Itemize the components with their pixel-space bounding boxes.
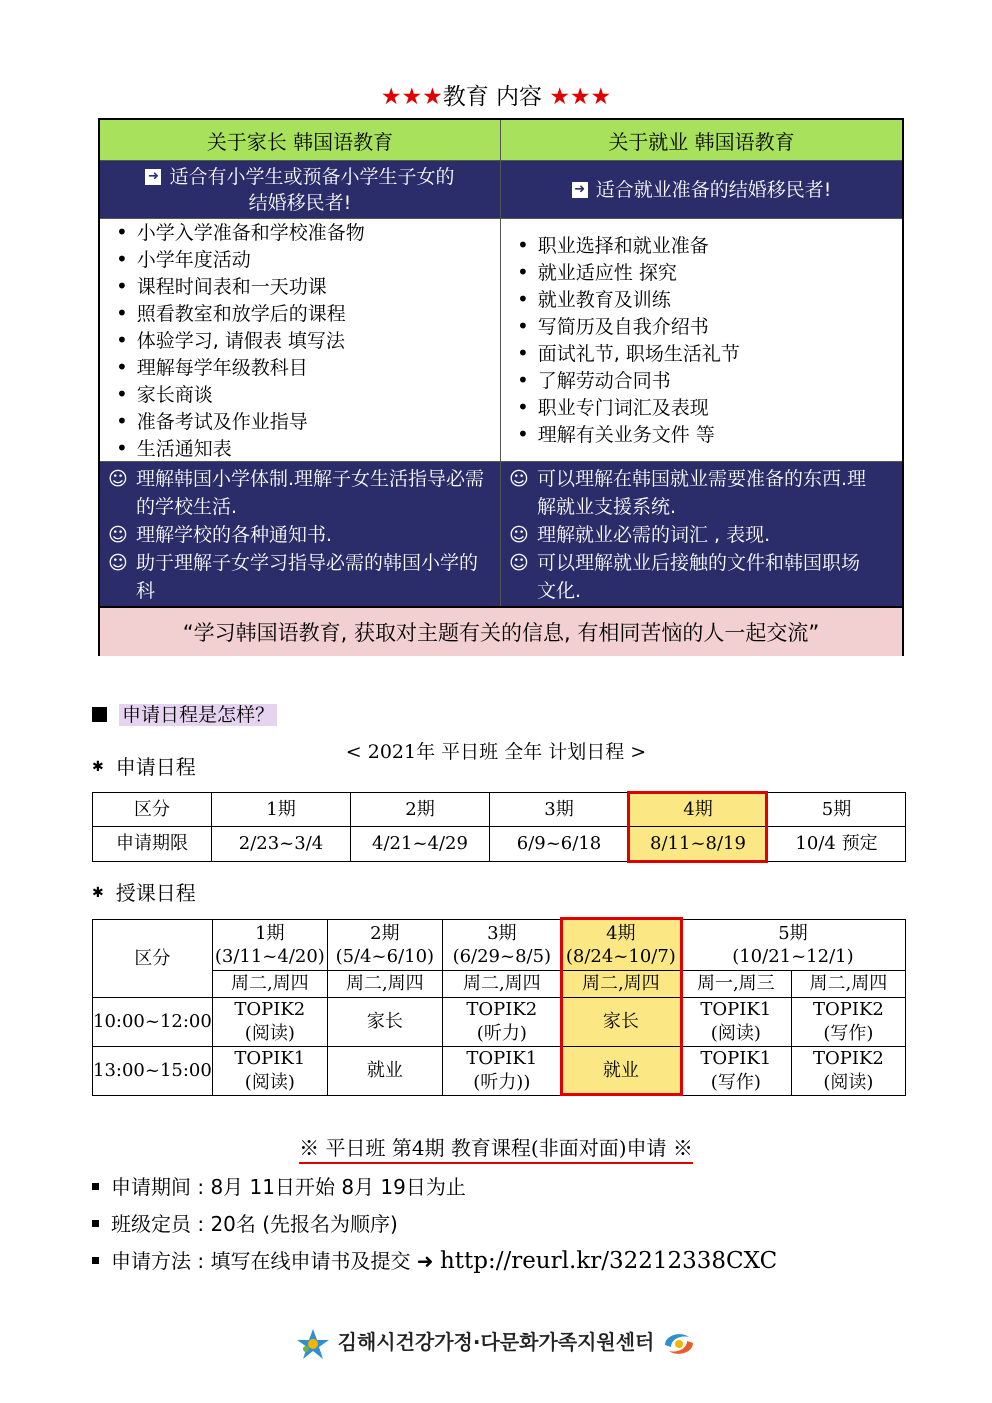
title-stars-left: ★★★: [380, 84, 443, 110]
parent-target-line2: 结婚移民者!: [248, 191, 352, 214]
table-cell: 2期: [351, 793, 490, 827]
table-cell: 周二,周四: [442, 971, 561, 998]
cell-line: TOPIK1: [700, 1048, 772, 1069]
benefit-text: 理解学校的各种通知书.: [136, 524, 333, 546]
table-cell: [442, 1047, 561, 1096]
cell-line: TOPIK2: [466, 999, 538, 1020]
table-cell: 4期: [629, 793, 768, 827]
title-text: 教育 内容: [442, 84, 542, 110]
family-logo-icon: [661, 1329, 697, 1359]
cell-line: (写作): [710, 1072, 761, 1093]
square-bullet-icon: [92, 1257, 99, 1264]
parent-benefits: [100, 462, 500, 607]
table-row: [93, 971, 906, 998]
apply-method-text: 申请方法 : 填写在线申请书及提交 ➜: [111, 1249, 434, 1273]
term-name: 2期: [370, 923, 400, 944]
cell-line: TOPIK1: [466, 1048, 538, 1069]
apply-period-text: 申请期间 : 8月 11日开始 8月 19日为止: [111, 1175, 466, 1199]
parent-education-header: 关于家长 韩国语教育: [100, 120, 500, 161]
cell-line: TOPIK2: [812, 999, 884, 1020]
job-education-column: [501, 120, 902, 654]
table-cell: [680, 998, 791, 1047]
benefit-item: [509, 549, 892, 605]
benefit-text: 助于理解子女学习指导必需的韩国小学的科: [136, 552, 479, 602]
apply-schedule-table: [92, 792, 906, 862]
smiley-icon: ☺: [108, 552, 128, 574]
benefit-text: 理解韩国小学体制.理解子女生活指导必需: [136, 468, 485, 490]
list-item: • 生活通知表: [116, 435, 500, 462]
cell-line: (阅读): [710, 1023, 761, 1044]
term-range: (6/29~8/5): [452, 946, 552, 967]
apply-schedule-label-text: 申请日程: [115, 755, 196, 779]
square-bullet-icon: [92, 1183, 99, 1190]
list-item: • 体验学习, 请假表 填写法: [116, 327, 500, 354]
benefit-text: 理解就业必需的词汇 , 表现.: [537, 524, 771, 546]
term-range: (8/24~10/7): [565, 946, 676, 967]
term-range: (5/4~6/10): [335, 946, 435, 967]
term-name: 1期: [255, 923, 285, 944]
table-cell: [212, 998, 327, 1047]
cell-line: (阅读): [244, 1072, 295, 1093]
benefit-text: 解就业支援系统.: [537, 496, 677, 518]
term-range: (3/11~4/20): [214, 946, 325, 967]
arrow-right-icon: ➜: [572, 182, 588, 198]
list-item: • 小学入学准备和学校准备物: [116, 219, 500, 246]
course-schedule-table: [92, 919, 906, 1096]
job-target-line1: 适合就业准备的结婚移民者!: [595, 178, 832, 201]
table-cell: 8/11~8/19: [629, 827, 768, 862]
table-cell: [561, 920, 680, 971]
cell-line: TOPIK2: [234, 999, 306, 1020]
table-cell: 周二,周四: [791, 971, 905, 998]
class-quota-text: 班级定员 : 20名 (先报名为顺序): [111, 1212, 398, 1236]
job-topics: [501, 219, 902, 462]
table-cell: 5期: [768, 793, 906, 827]
table-cell: [212, 1047, 327, 1096]
term-name: 3期: [487, 923, 517, 944]
table-row: [93, 920, 906, 971]
list-item: • 写简历及自我介绍书: [517, 313, 902, 340]
course-schedule-label-text: 授课日程: [115, 881, 196, 905]
apply-url-link[interactable]: http://reurl.kr/32212338CXC: [439, 1248, 778, 1274]
list-item: • 了解劳动合同书: [517, 367, 902, 394]
table-cell: 就业: [327, 1047, 442, 1096]
asterisk-icon: ✱: [92, 759, 104, 775]
table-cell: 就业: [561, 1047, 680, 1096]
schedule-question-text: 申请日程是怎样？: [119, 704, 277, 726]
table-row: [93, 827, 906, 862]
table-cell: 10/4 预定: [768, 827, 906, 862]
benefit-text: 可以理解在韩国就业需要准备的东西.理: [537, 468, 867, 490]
job-education-header: 关于就业 韩国语教育: [501, 120, 902, 161]
cell-line: TOPIK1: [234, 1048, 306, 1069]
cell-line: TOPIK2: [812, 1048, 884, 1069]
list-item: • 面试礼节, 职场生活礼节: [517, 340, 902, 367]
benefit-item: [509, 521, 892, 549]
parent-education-column: [100, 120, 501, 654]
notice-title-text: ※ 平日班 第4期 教育课程(非面对面)申请 ※: [299, 1136, 693, 1164]
list-item: • 理解有关业务文件 等: [517, 421, 902, 448]
table-cell: 2/23~3/4: [212, 827, 351, 862]
smiley-icon: ☺: [509, 552, 529, 574]
benefit-item: [509, 465, 892, 521]
schedule-question: [92, 700, 277, 727]
list-item: • 课程时间表和一天功课: [116, 273, 500, 300]
cell-line: (听力): [476, 1023, 527, 1044]
table-cell: 家长: [561, 998, 680, 1047]
table-cell: 3期: [490, 793, 629, 827]
footer-org: [0, 1326, 992, 1361]
table-cell: [680, 1047, 791, 1096]
apply-period: [92, 1171, 466, 1200]
table-cell: [442, 998, 561, 1047]
education-content-box: [98, 118, 904, 656]
smiley-icon: ☺: [108, 468, 128, 490]
center-logo-icon: [295, 1327, 331, 1361]
table-cell: 6/9~6/18: [490, 827, 629, 862]
job-target: [501, 161, 902, 219]
list-item: • 家长商谈: [116, 381, 500, 408]
table-cell: 10:00~12:00: [93, 998, 213, 1047]
benefit-text: 的学校生活.: [136, 496, 238, 518]
cell-line: (写作): [823, 1023, 874, 1044]
apply-method: [92, 1245, 777, 1274]
cell-line: (阅读): [823, 1072, 874, 1093]
benefit-item: [108, 465, 490, 521]
job-benefits: [501, 462, 902, 607]
smiley-icon: ☺: [509, 524, 529, 546]
table-cell: [680, 920, 905, 971]
table-cell: 周二,周四: [561, 971, 680, 998]
notice-title: [0, 1132, 992, 1161]
smiley-icon: ☺: [509, 468, 529, 490]
list-item: • 职业专门词汇及表现: [517, 394, 902, 421]
table-cell: 周一,周三: [680, 971, 791, 998]
square-bullet-icon: [92, 1220, 99, 1227]
apply-schedule-label: [92, 751, 196, 780]
table-cell: [791, 1047, 905, 1096]
table-row: [93, 1047, 906, 1096]
cell-line: (阅读): [244, 1023, 295, 1044]
class-quota: [92, 1208, 398, 1237]
plan-title: < 2021年 平日班 全年 计划日程 >: [345, 741, 647, 763]
term-range: (10/21~12/1): [732, 946, 854, 967]
benefit-text: 文化.: [537, 580, 582, 602]
slogan-quote: “学习韩国语教育, 获取对主题有关的信息, 有相同苦恼的人一起交流”: [100, 606, 902, 656]
benefit-text: 可以理解就业后接触的文件和韩国职场: [537, 552, 861, 574]
list-item: • 就业教育及训练: [517, 286, 902, 313]
parent-target-line1: 适合有小学生或预备小学生子女的: [169, 165, 455, 188]
list-item: • 照看教室和放学后的课程: [116, 300, 500, 327]
list-item: • 就业适应性 探究: [517, 259, 902, 286]
term-name: 5期: [778, 923, 808, 944]
table-cell: [327, 920, 442, 971]
arrow-right-icon: ➜: [145, 169, 161, 185]
table-cell: 申请期限: [93, 827, 212, 862]
table-cell: 周二,周四: [327, 971, 442, 998]
list-item: • 职业选择和就业准备: [517, 232, 902, 259]
list-item: • 理解每学年级教科目: [116, 354, 500, 381]
table-cell: [791, 998, 905, 1047]
parent-topics: [100, 219, 500, 462]
cell-line: TOPIK1: [700, 999, 772, 1020]
benefit-item: [108, 521, 490, 549]
table-row: [93, 998, 906, 1047]
course-schedule-label: [92, 877, 196, 906]
list-item: • 小学年度活动: [116, 246, 500, 273]
term-name: 4期: [606, 923, 636, 944]
square-bullet-icon: [92, 707, 107, 722]
table-row: [93, 793, 906, 827]
table-cell: 13:00~15:00: [93, 1047, 213, 1096]
table-cell: [212, 920, 327, 971]
page-title: [0, 78, 992, 111]
title-stars-right: ★★★: [549, 84, 612, 110]
smiley-icon: ☺: [108, 524, 128, 546]
org-name: 김해시건강가정·다문화가족지원센터: [337, 1330, 655, 1354]
asterisk-icon: ✱: [92, 885, 104, 901]
table-cell: 区分: [93, 793, 212, 827]
list-item: • 准备考试及作业指导: [116, 408, 500, 435]
parent-target: [100, 161, 500, 219]
table-cell: 1期: [212, 793, 351, 827]
cell-line: (听力)): [473, 1072, 531, 1093]
table-cell: 周二,周四: [212, 971, 327, 998]
table-cell: 家长: [327, 998, 442, 1047]
table-cell: 区分: [93, 920, 213, 998]
table-cell: 4/21~4/29: [351, 827, 490, 862]
table-cell: [442, 920, 561, 971]
